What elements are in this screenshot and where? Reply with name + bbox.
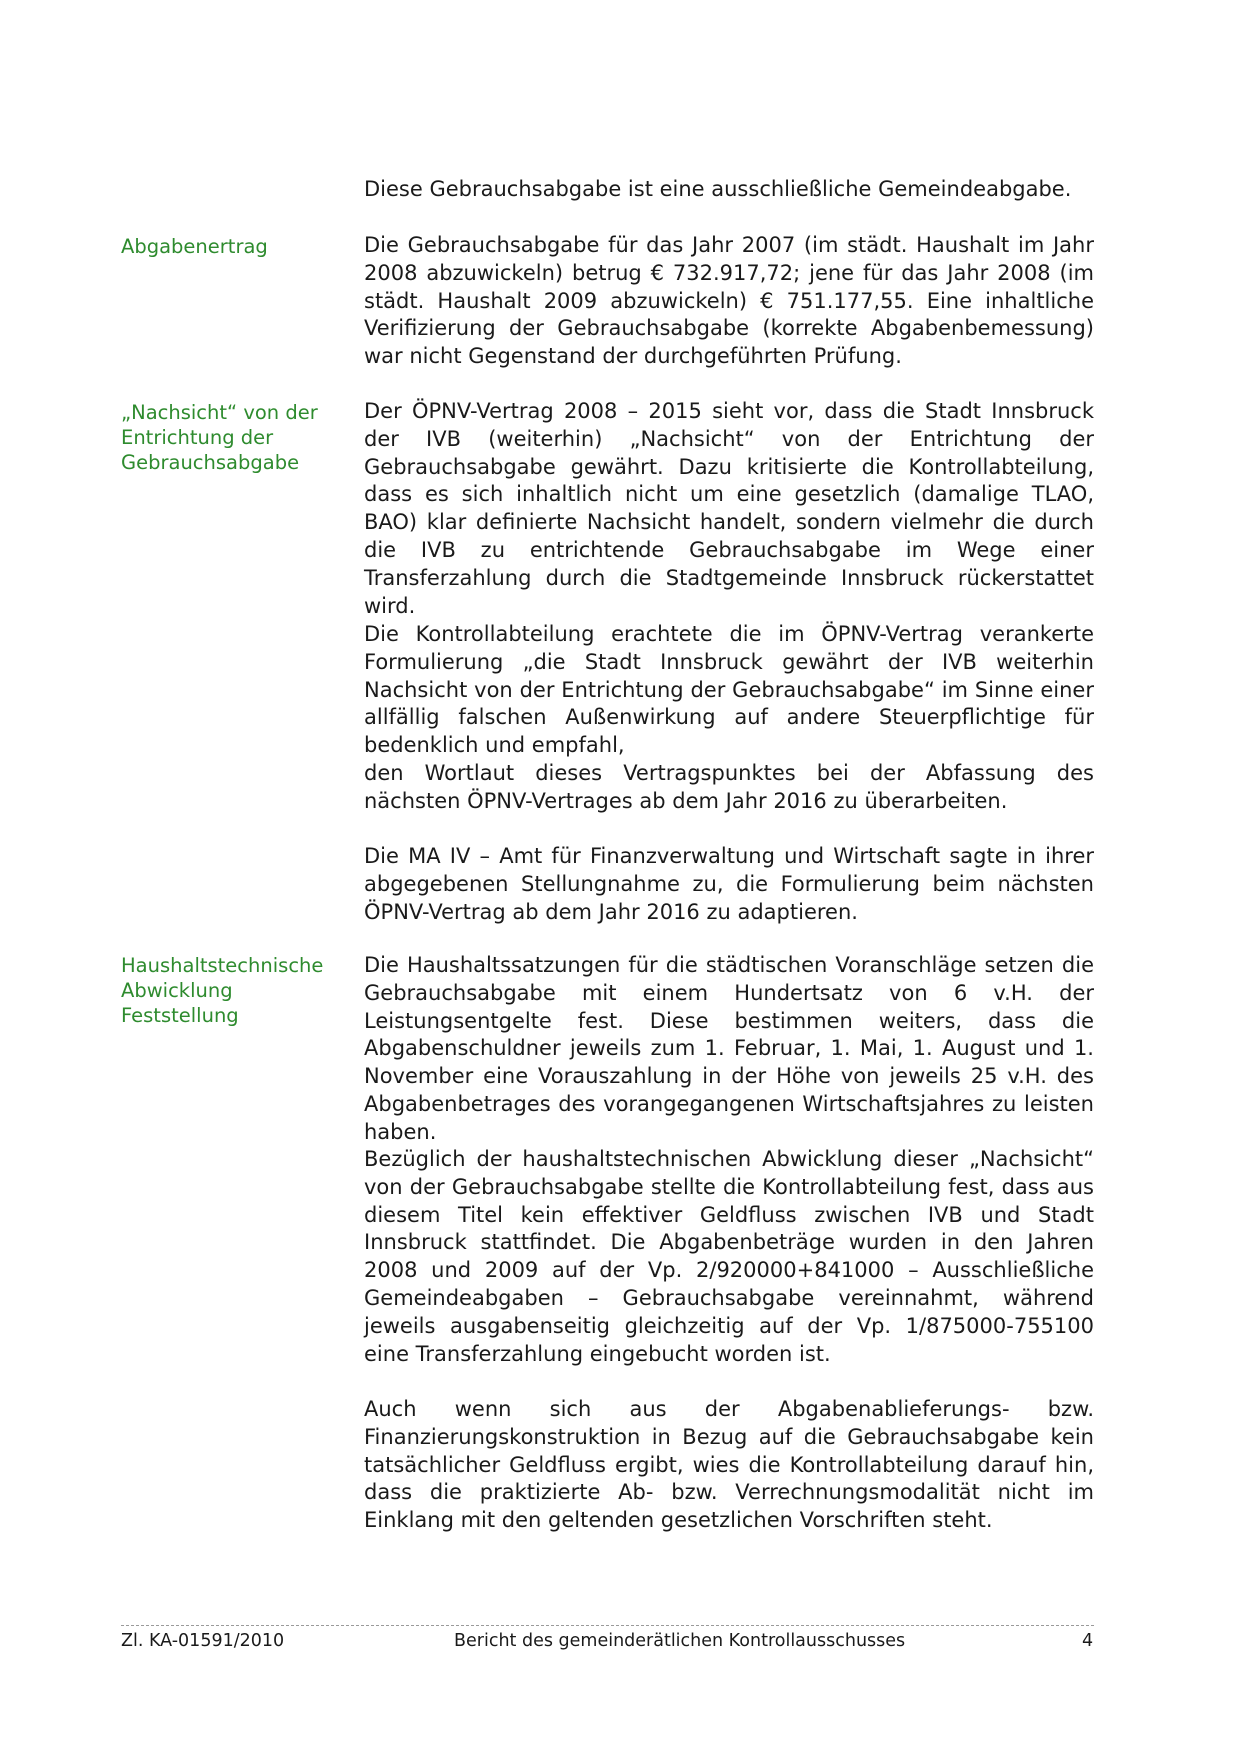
side-heading-abgabenertrag <box>121 234 321 259</box>
side-heading-nachsicht <box>121 400 321 475</box>
footer-report-title: Bericht des gemeinderätlichen Kontrollausschusses <box>454 1631 906 1651</box>
side-heading-line: Abgabenertrag <box>121 235 268 258</box>
paragraph-gemeindeabgabe: Diese Gebrauchsabgabe ist eine ausschließliche Gemeindeabgabe. <box>364 177 1072 201</box>
side-heading-line: Haushaltstechnische <box>121 954 324 977</box>
paragraph-haushaltssatzungen: Die Haushaltssatzungen für die städtischen Voranschläge setzen die Gebrauchsabgabe mit einem Hundertsatz von 6 v.H. der Leistungsentgelte fest. Diese bestimmen weiters, dass die Abgabenschuldner jeweils zum 1. Februar, 1. Mai, 1. August und 1. November eine Vorauszahlung in der Höhe von jeweils 25 v.H. des Abgabenbetrages des vorangegangenen Wirtschaftsjahres zu leisten haben. <box>364 953 1094 1144</box>
paragraph-kontrollabteilung-formulierung: Die Kontrollabteilung erachtete die im ÖPNV-Vertrag verankerte Formulierung „die Stadt Innsbruck gewährt der IVB weiterhin Nachsicht von der Entrichtung der Gebrauchsabgabe“ im Sinne einer allfällig falschen Außenwirkung auf andere Steuerpflichtige für bedenklich und empfahl, <box>364 622 1094 758</box>
footer-divider <box>121 1625 1094 1626</box>
side-heading-line: Feststellung <box>121 1004 239 1027</box>
paragraph-empfehlung: den Wortlaut dieses Vertragspunktes bei der Abfassung des nächsten ÖPNV-Vertrages ab dem Jahr 2016 zu überarbeiten. <box>364 761 1094 813</box>
side-heading-line: Gebrauchsabgabe <box>121 451 300 474</box>
paragraph-haushaltstechnische-abwicklung: Bezüglich der haushaltstechnischen Abwicklung dieser „Nachsicht“ von der Gebrauchsabgabe stellte die Kontrollabteilung fest, dass aus diesem Titel kein effektiver Geldfluss zwischen IVB und Stadt Innsbruck stattfindet. Die Abgabenbeträge wurden in den Jahren 2008 und 2009 auf der Vp. 2/920000+841000 – Ausschließliche Gemeindeabgaben – Gebrauchsabgabe vereinnahmt, während jeweils ausgabenseitig gleichzeitig auf der Vp. 1/875000-755100 eine Transferzahlung eingebucht worden ist. <box>364 1147 1094 1366</box>
footer-page-number: 4 <box>1082 1631 1094 1651</box>
paragraph-abgabenertrag: Die Gebrauchsabgabe für das Jahr 2007 (im städt. Haushalt im Jahr 2008 abzuwickeln) betrug € 732.917,72; jene für das Jahr 2008 (im städt. Haushalt 2009 abzuwickeln) € 751.177,55. Eine inhaltliche Verifizierung der Gebrauchsabgabe (korrekte Abgabenbemessung) war nicht Gegenstand der durchgeführten Prüfung. <box>364 233 1094 369</box>
footer-reference: Zl. KA-01591/2010 <box>121 1631 285 1651</box>
side-heading-line: Entrichtung der <box>121 426 274 449</box>
side-heading-line: „Nachsicht“ von der <box>121 401 318 424</box>
paragraph-stellungnahme: Die MA IV – Amt für Finanzverwaltung und Wirtschaft sagte in ihrer abgegebenen Stellungnahme zu, die Formulierung beim nächsten ÖPNV-Vertrag ab dem Jahr 2016 zu adaptieren. <box>364 844 1094 924</box>
paragraph-feststellung: Auch wenn sich aus der Abgabenablieferungs- bzw. Finanzierungskonstruktion in Bezug auf die Gebrauchsabgabe kein tatsächlicher Geldfluss ergibt, wies die Kontrollabteilung darauf hin, dass die praktizierte Ab- bzw. Verrechnungsmodalität nicht im Einklang mit den geltenden gesetzlichen Vorschriften steht. <box>364 1397 1094 1533</box>
paragraph-oepnv-vertrag: Der ÖPNV-Vertrag 2008 – 2015 sieht vor, dass die Stadt Innsbruck der IVB (weiterhin) „Nachsicht“ von der Entrichtung der Gebrauchsabgabe gewährt. Dazu kritisierte die Kontrollabteilung, dass es sich inhaltlich nicht um eine gesetzlich (damalige TLAO, BAO) klar definierte Nachsicht handelt, sondern vielmehr die durch die IVB zu entrichtende Gebrauchsabgabe im Wege einer Transferzahlung durch die Stadtgemeinde Innsbruck rückerstattet wird. <box>364 399 1094 618</box>
side-heading-haushalt <box>121 953 324 1028</box>
side-heading-line: Abwicklung <box>121 979 233 1002</box>
